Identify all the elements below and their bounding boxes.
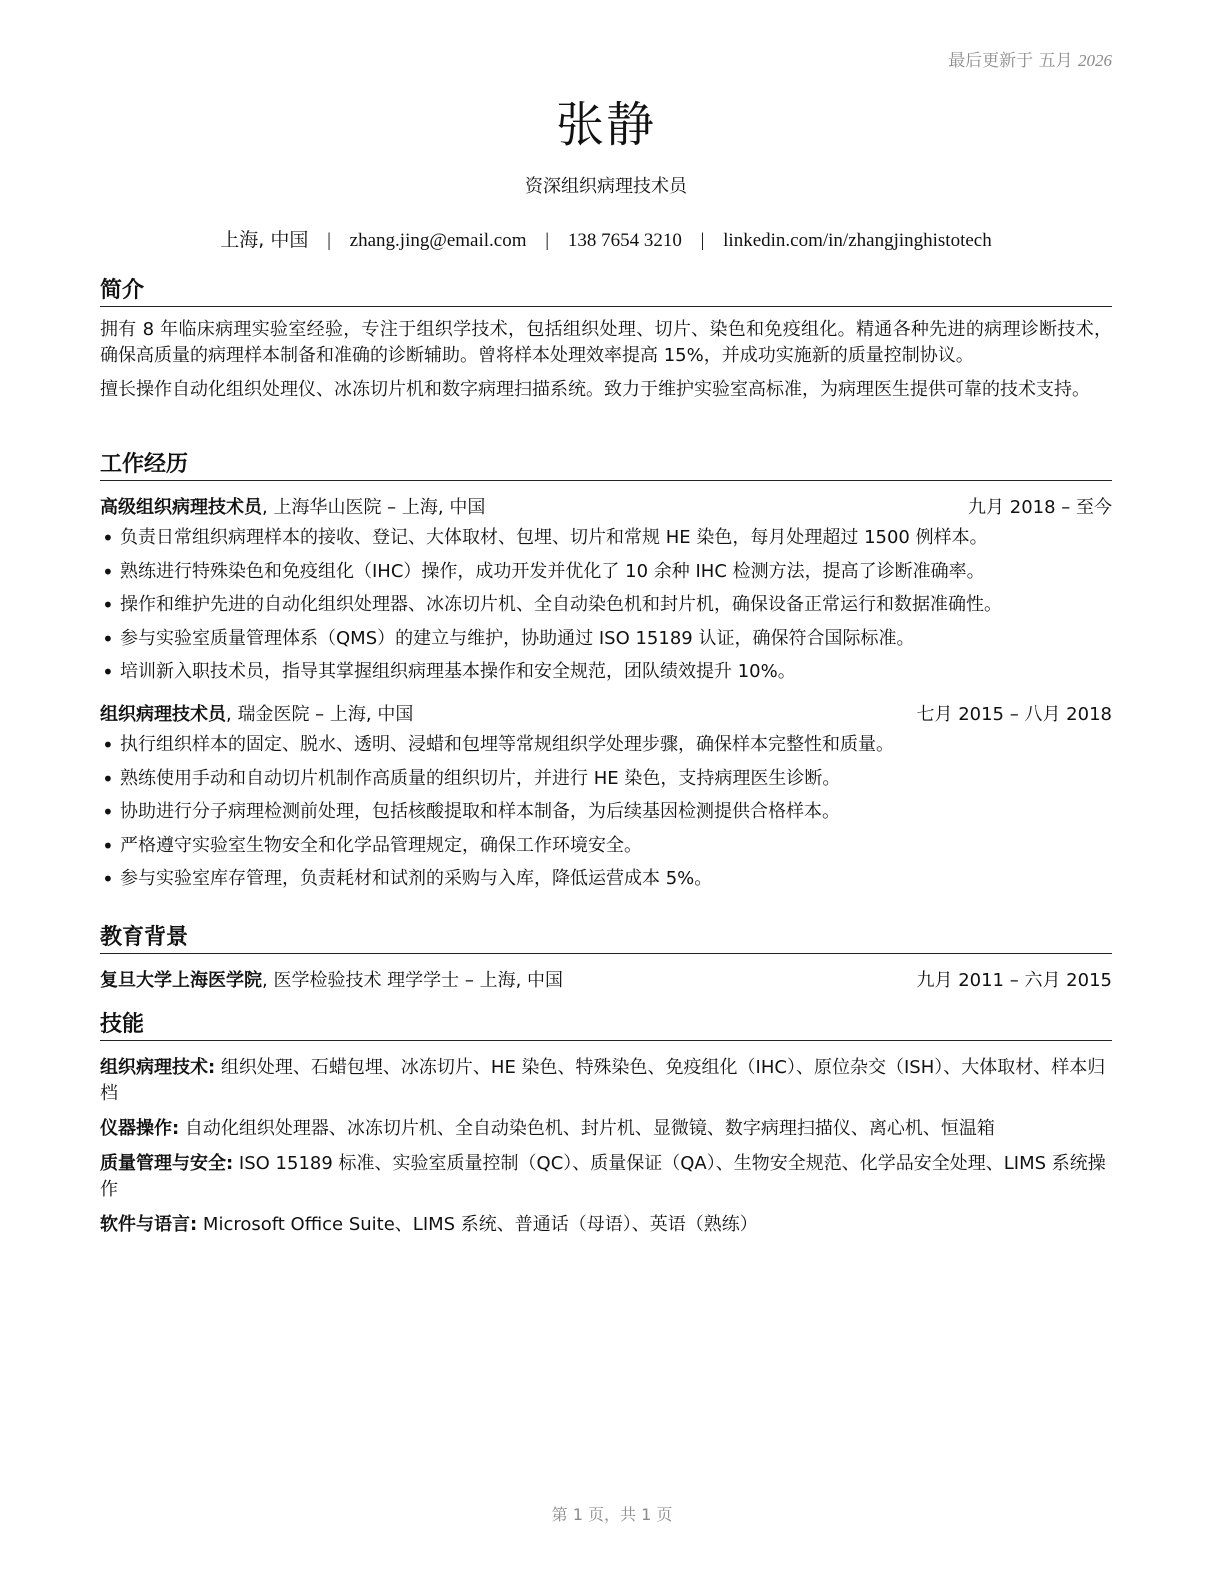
summary-paragraph: 拥有 8 年临床病理实验室经验，专注于组织学技术，包括组织处理、切片、染色和免疫组化。精通各种先进的病理诊断技术，确保高质量的病理样本制备和准确的诊断辅助。曾将样本处理效率提高 15%，并成功实施新的质量控制协议。 — [100, 319, 1112, 366]
last-updated-prefix: 最后更新于 五月 — [948, 51, 1073, 71]
skill-label: 质量管理与安全: — [100, 1153, 234, 1174]
list-item: • 参与实验室质量管理体系（QMS）的建立与维护，协助通过 ISO 15189 认证，确保符合国际标准。 — [100, 626, 1112, 652]
list-item: • 熟练进行特殊染色和免疫组化（IHC）操作，成功开发并优化了 10 余种 IHC 检测方法，提高了诊断准确率。 — [100, 559, 1112, 585]
section-heading: 简介 — [100, 278, 1112, 307]
job-header — [100, 495, 1112, 521]
job-dates: 七月 2015 – 八月 2018 — [916, 704, 1112, 725]
contact-phone: 138 7654 3210 — [567, 230, 682, 251]
skill-text: ISO 15189 标准、实验室质量控制（QC）、质量保证（QA）、生物安全规范、化学品安全处理、LIMS 系统操作 — [100, 1153, 1106, 1200]
candidate-name: 张静 — [555, 97, 656, 153]
job-role-org — [100, 702, 413, 728]
list-item: • 参与实验室库存管理，负责耗材和试剂的采购与入库，降低运营成本 5%。 — [100, 866, 1112, 892]
job-role: 组织病理技术员 — [100, 704, 226, 725]
skills-section — [100, 1012, 1112, 1238]
skill-text: 组织处理、石蜡包埋、冰冻切片、HE 染色、特殊染色、免疫组化（IHC）、原位杂交（ISH）、大体取材、样本归档 — [100, 1057, 1106, 1104]
skill-label: 软件与语言: — [100, 1214, 198, 1235]
job-dates: 九月 2018 – 至今 — [968, 497, 1112, 518]
list-item: • 培训新入职技术员，指导其掌握组织病理基本操作和安全规范，团队绩效提升 10%。 — [100, 659, 1112, 685]
job-role: 高级组织病理技术员 — [100, 497, 262, 518]
skill-row — [100, 1212, 1112, 1238]
summary-section — [100, 278, 1112, 403]
contact-separator: | — [327, 230, 331, 251]
job-role-org — [100, 495, 485, 521]
job-org: , 瑞金医院 – 上海, 中国 — [226, 704, 414, 725]
list-item: • 执行组织样本的固定、脱水、透明、浸蜡和包埋等常规组织学处理步骤，确保样本完整性和质量。 — [100, 732, 1112, 758]
skill-row — [100, 1151, 1112, 1203]
job-bullets — [100, 732, 1112, 892]
contact-location: 上海, 中国 — [220, 229, 309, 251]
list-item: • 操作和维护先进的自动化组织处理器、冰冻切片机、全自动染色机和封片机，确保设备正常运行和数据准确性。 — [100, 592, 1112, 618]
last-updated — [948, 46, 1112, 71]
skill-text: 自动化组织处理器、冰冻切片机、全自动染色机、封片机、显微镜、数字病理扫描仪、离心机、恒温箱 — [179, 1118, 995, 1139]
education-dates: 九月 2011 – 六月 2015 — [916, 970, 1112, 991]
skill-label: 仪器操作: — [100, 1118, 180, 1139]
skill-row — [100, 1116, 1112, 1142]
list-item: • 熟练使用手动和自动切片机制作高质量的组织切片，并进行 HE 染色，支持病理医生诊断。 — [100, 766, 1112, 792]
education-entry — [100, 968, 1112, 994]
job-header — [100, 702, 1112, 728]
list-item: • 负责日常组织病理样本的接收、登记、大体取材、包埋、切片和常规 HE 染色，每月处理超过 1500 例样本。 — [100, 525, 1112, 551]
education-section — [100, 925, 1112, 994]
skill-row — [100, 1055, 1112, 1107]
candidate-title: 资深组织病理技术员 — [525, 176, 687, 197]
contact-line — [100, 225, 1112, 252]
contact-separator: | — [700, 230, 705, 251]
section-heading: 技能 — [100, 1012, 1112, 1041]
list-item: • 协助进行分子病理检测前处理，包括核酸提取和样本制备，为后续基因检测提供合格样本。 — [100, 799, 1112, 825]
job-entry — [100, 702, 1112, 892]
education-school: 复旦大学上海医学院 — [100, 970, 262, 991]
skill-label: 组织病理技术: — [100, 1057, 216, 1078]
contact-email[interactable]: zhang.jing@email.com — [349, 230, 527, 251]
contact-separator: | — [545, 230, 550, 251]
job-org: , 上海华山医院 – 上海, 中国 — [262, 497, 486, 518]
experience-section — [100, 452, 1112, 900]
education-school-degree — [100, 968, 563, 994]
job-bullets — [100, 525, 1112, 685]
last-updated-year: 2026 — [1078, 51, 1112, 70]
contact-linkedin[interactable]: linkedin.com/in/zhangjinghistotech — [723, 230, 992, 251]
section-heading: 教育背景 — [100, 925, 1112, 954]
skill-text: Microsoft Office Suite、LIMS 系统、普通话（母语）、英语（熟练） — [197, 1214, 758, 1235]
education-degree: , 医学检验技术 理学学士 – 上海, 中国 — [262, 970, 564, 991]
summary-paragraph: 擅长操作自动化组织处理仪、冰冻切片机和数字病理扫描系统。致力于维护实验室高标准，为病理医生提供可靠的技术支持。 — [100, 379, 1090, 400]
page-number: 第 1 页，共 1 页 — [551, 1505, 673, 1524]
section-heading: 工作经历 — [100, 452, 1112, 481]
list-item: • 严格遵守实验室生物安全和化学品管理规定，确保工作环境安全。 — [100, 833, 1112, 859]
job-entry — [100, 495, 1112, 685]
